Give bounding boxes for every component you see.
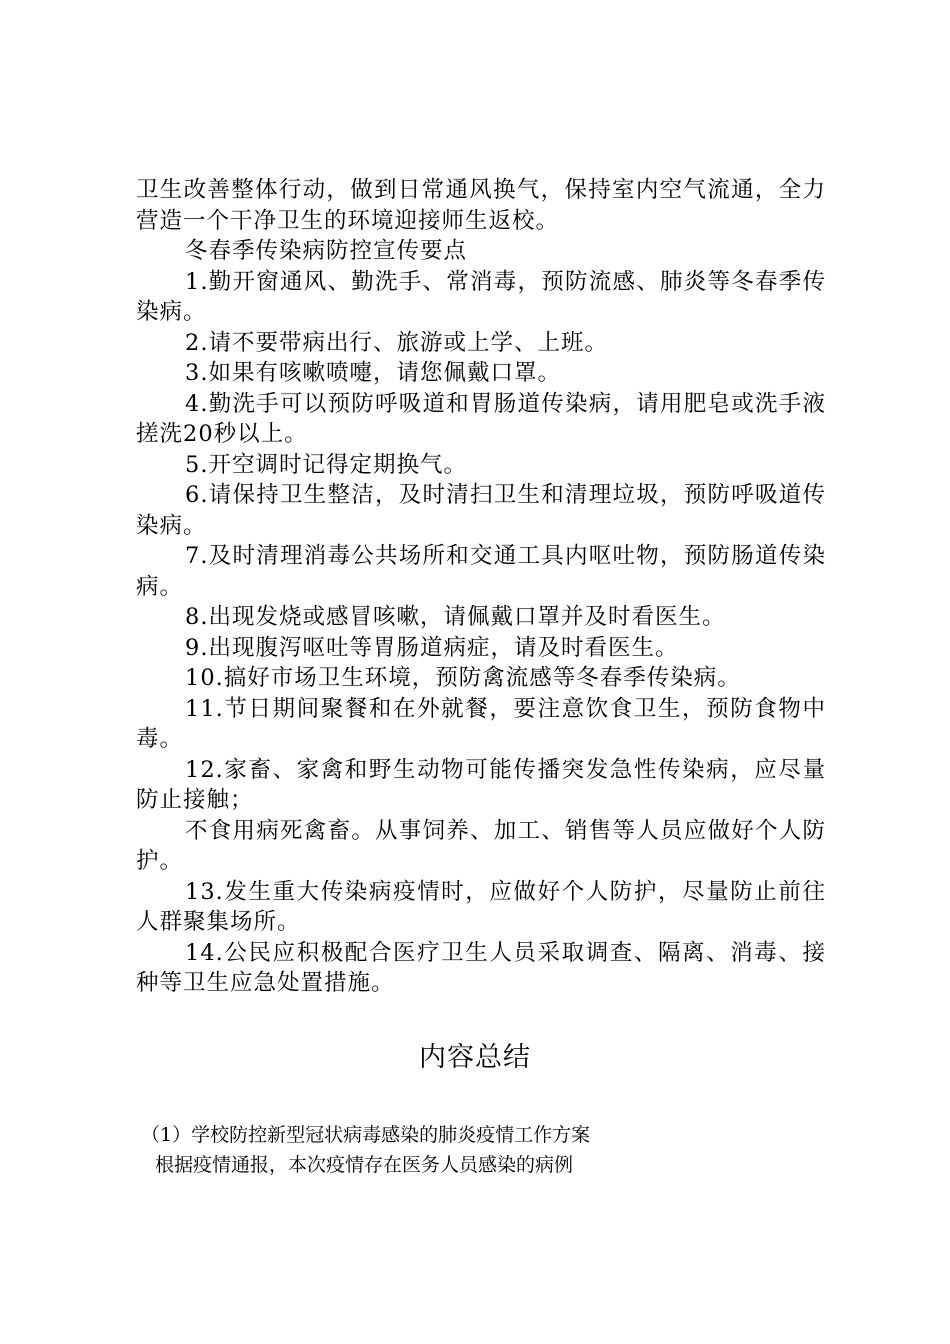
list-item: 3.如果有咳嗽喷嚏，请您佩戴口罩。 bbox=[185, 360, 561, 386]
list-item: 4.勤洗手可以预防呼吸道和胃肠道传染病，请用肥皂或洗手液搓洗20秒以上。 bbox=[136, 390, 826, 447]
list-item: 9.出现腹泻呕吐等胃肠道病症，请及时看医生。 bbox=[185, 634, 679, 661]
section-heading: 冬春季传染病防控宣传要点 bbox=[185, 238, 468, 264]
list-item: 13.发生重大传染病疫情时，应做好个人防护，尽量防止前往人群聚集场所。 bbox=[136, 878, 826, 935]
list-item: 1.勤开窗通风、勤洗手、常消毒，预防流感、肺炎等冬春季传染病。 bbox=[136, 268, 826, 325]
summary-line: （1）学校防控新型冠状病毒感染的肺炎疫情工作方案 bbox=[141, 1124, 591, 1146]
body-text bbox=[136, 175, 826, 999]
list-item: 6.请保持卫生整洁，及时清扫卫生和清理垃圾，预防呼吸道传染病。 bbox=[136, 482, 826, 539]
list-item: 不食用病死禽畜。从事饲养、加工、销售等人员应做好个人防护。 bbox=[136, 817, 826, 874]
summary-line: 根据疫情通报，本次疫情存在医务人员感染的病例 bbox=[155, 1154, 574, 1176]
list-item: 5.开空调时记得定期换气。 bbox=[185, 451, 467, 478]
list-item: 10.搞好市场卫生环境，预防禽流感等冬春季传染病。 bbox=[185, 665, 741, 691]
list-item: 11.节日期间聚餐和在外就餐，要注意饮食卫生，预防食物中毒。 bbox=[136, 695, 826, 752]
paragraph-intro: 卫生改善整体行动，做到日常通风换气，保持室内空气流通，全力营造一个干净卫生的环境迎接师生返校。 bbox=[136, 177, 826, 234]
summary-block bbox=[141, 1120, 841, 1180]
list-item: 14.公民应积极配合医疗卫生人员采取调查、隔离、消毒、接种等卫生应急处置措施。 bbox=[136, 939, 826, 996]
list-item: 8.出现发烧或感冒咳嗽，请佩戴口罩并及时看医生。 bbox=[185, 604, 726, 630]
list-item: 7.及时清理消毒公共场所和交通工具内呕吐物，预防肠道传染病。 bbox=[136, 543, 826, 600]
summary-title: 内容总结 bbox=[419, 1042, 531, 1073]
list-item: 12.家畜、家禽和野生动物可能传播突发急性传染病，应尽量防止接触； bbox=[136, 756, 826, 813]
list-item: 2.请不要带病出行、旅游或上学、上班。 bbox=[185, 329, 608, 356]
